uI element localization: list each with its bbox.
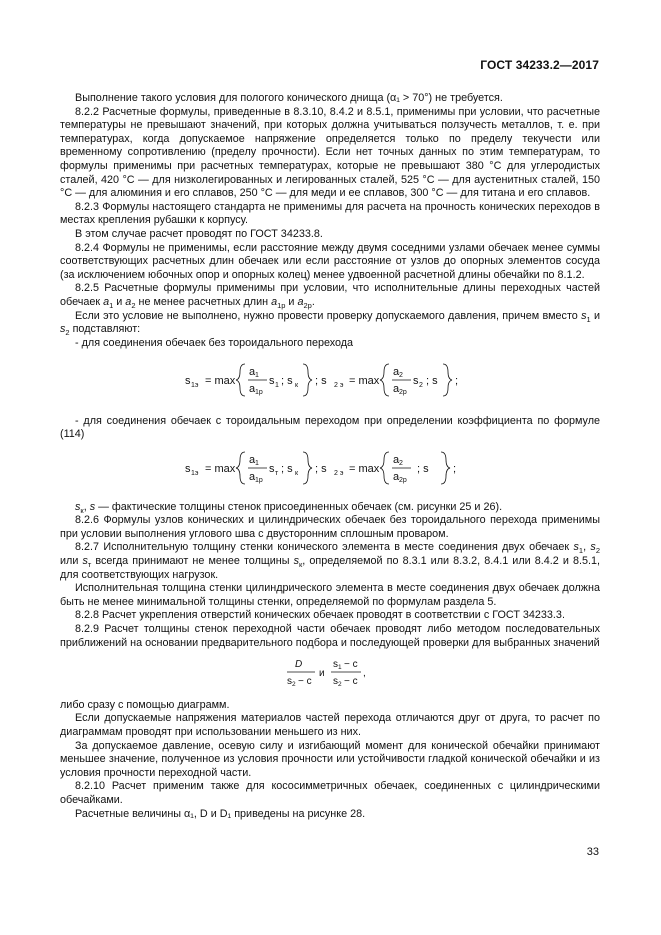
- paragraph: либо сразу с помощью диаграмм.: [60, 698, 230, 711]
- svg-text:− c: − c: [298, 676, 312, 688]
- paragraph: Выполнение такого условия для пологого конического днища (α₁ > 70°) не требуется.: [75, 92, 503, 104]
- paragraph-8-2-6: 8.2.6 Формулы узлов конических и цилиндрических обечаек без тороидального перехода применимы при условии выполнения углового шва с двусторонним сплошным проваром.: [60, 514, 600, 540]
- svg-text:1р: 1р: [255, 389, 263, 397]
- svg-text:; s: ; s: [426, 375, 438, 388]
- formula-graphic: [185, 448, 475, 488]
- paragraph: Если допускаемые напряжения материалов частей перехода отличаются друг от друга, то расчет по диаграммам проводят при использовании меньшего из них.: [60, 712, 600, 738]
- svg-text:1: 1: [255, 460, 259, 468]
- svg-text:1э: 1э: [191, 470, 199, 478]
- paragraph: В этом случае расчет проводят по ГОСТ 34233.8.: [75, 227, 323, 240]
- svg-text:a: a: [393, 383, 400, 396]
- text: , определяемой по 8.3.1 или 8.3.2, 8.4.1 или 8.4.2 и 8.5.1, для соответствующих нагрузок.: [60, 555, 600, 581]
- svg-text:a: a: [393, 366, 400, 379]
- svg-text:2: 2: [292, 681, 296, 689]
- svg-text:и: и: [319, 668, 325, 680]
- svg-text:s: s: [185, 375, 191, 388]
- svg-text:s: s: [287, 676, 292, 688]
- svg-text:1р: 1р: [255, 477, 263, 485]
- paragraph: Если это условие не выполнено, нужно провести проверку допускаемого давления, причем вместо $s_1$ и $s_2$ подставляют:: [60, 309, 600, 338]
- paragraph: За допускаемое давление, осевую силу и изгибающий момент для конической обечайки принимают меньшее значение, полученное из условия прочности или устойчивости гладкой конической обечайки и из условия прочности переходной части.: [60, 739, 600, 779]
- svg-text:2: 2: [419, 382, 423, 390]
- page-header: ГОСТ 34233.2—2017: [480, 58, 599, 72]
- paragraph-8-2-3: 8.2.3 Формулы настоящего стандарта не применимы для расчета на прочность конических переходов в местах крепления рубашки к корпусу.: [60, 200, 600, 227]
- text: не менее расчетных длин: [135, 295, 272, 308]
- svg-text:2: 2: [399, 460, 403, 468]
- formula-with-torus: [60, 448, 600, 493]
- svg-text:D: D: [295, 659, 303, 671]
- svg-text:,: ,: [363, 668, 366, 680]
- svg-text:; s: ; s: [315, 463, 327, 476]
- paragraph: Расчетные величины α₁, D и D₁ приведены на рисунке 28.: [75, 807, 366, 820]
- text: 8.2.7 Исполнительную толщину стенки конического элемента в месте соединения двух обечаек: [75, 541, 574, 554]
- svg-text:a: a: [249, 454, 256, 467]
- paragraph-8-2-4: 8.2.4 Формулы не применимы, если расстояние между двумя соседними узлами обечаек менее суммы соответствующих расчетных длин обечаек или если расстояние от узлов до опорных элементов сосуда (за исключением юбочных опор и опорных колец) менее удвоенной расчетной длины обечайки по 8.1.2.: [60, 241, 600, 281]
- svg-text:a: a: [249, 383, 256, 396]
- svg-text:к: к: [295, 470, 299, 478]
- svg-text:1э: 1э: [191, 382, 199, 390]
- svg-text:s: s: [333, 676, 338, 688]
- text: Если это условие не выполнено, нужно провести проверку допускаемого давления, причем вместо: [75, 309, 582, 322]
- paragraph-8-2-5: 8.2.5 Расчетные формулы применимы при условии, что исполнительные длины переходных частей обечаек $a_1$ и $a_2$ не менее расчетных длин $a_{1р}$ и $a_{2р}$.: [60, 282, 600, 311]
- svg-text:s: s: [185, 463, 191, 476]
- svg-text:s: s: [413, 375, 419, 388]
- text: 8.2.5 Расчетные формулы применимы при условии, что исполнительные длины переходных частей обечаек: [60, 282, 600, 308]
- svg-text:;: ;: [453, 463, 457, 476]
- svg-text:; s: ; s: [417, 463, 429, 476]
- svg-text:2: 2: [338, 681, 342, 689]
- svg-text:2р: 2р: [399, 477, 407, 485]
- svg-text:a: a: [249, 366, 256, 379]
- paragraph-8-2-8: 8.2.8 Расчет укрепления отверстий конических обечаек проводят в соответствии с ГОСТ 34233.3.: [75, 609, 565, 622]
- svg-text:− c: − c: [344, 676, 358, 688]
- svg-text:s: s: [333, 659, 338, 671]
- svg-text:a: a: [393, 454, 400, 467]
- paragraph-8-2-10: 8.2.10 Расчет применим также для кососимметричных обечаек, соединенных с цилиндрическими обечайками.: [60, 780, 600, 806]
- svg-text:1: 1: [255, 372, 259, 380]
- page-number: 33: [586, 846, 599, 858]
- paragraph: - для соединения обечаек без тороидального перехода: [75, 336, 354, 349]
- paragraph-8-2-7: 8.2.7 Исполнительную толщину стенки конического элемента в месте соединения двух обечаек $s_1$, $s_2$ или $s_т$ всегда принимают не менее толщины $s_к$, определяемой по 8.3.1 или 8.3.2, 8.4.1 или 8.4.2 и 8.5.1, для соответствующих нагрузок.: [60, 541, 600, 581]
- svg-text:= max: = max: [205, 463, 236, 476]
- svg-text:= max: = max: [205, 375, 236, 388]
- svg-text:a: a: [249, 471, 256, 484]
- paragraph: Исполнительная толщина стенки цилиндрического элемента в месте соединения двух обечаек должна быть не менее минимальной толщины стенки, определяемой по формулам раздела 5.: [60, 582, 600, 608]
- svg-text:− c: − c: [344, 659, 358, 671]
- svg-text:к: к: [295, 382, 299, 390]
- paragraph-8-2-9: 8.2.9 Расчет толщины стенок переходной части обечаек проводят либо методом последовательных приближений на основании предварительного подбора и последующей проверки для выбранных значений: [60, 623, 600, 649]
- svg-text:s: s: [269, 463, 275, 476]
- formula-graphic: [185, 360, 475, 400]
- text: — фактические толщины стенок присоединенных обечаек (см. рисунки 25 и 26).: [95, 500, 503, 513]
- svg-text:a: a: [393, 471, 400, 484]
- svg-text:2р: 2р: [399, 389, 407, 397]
- svg-text:2 э: 2 э: [334, 470, 344, 478]
- text: всегда принимают не менее толщины: [91, 555, 294, 568]
- svg-text:; s: ; s: [281, 375, 293, 388]
- paragraph: $s_к$, s — фактические толщины стенок присоединенных обечаек (см. рисунки 25 и 26).: [75, 500, 503, 515]
- svg-text:; s: ; s: [315, 375, 327, 388]
- paragraph: - для соединения обечаек с тороидальным переходом при определении коэффициента по формуле (114): [60, 414, 600, 441]
- text: подставляют:: [69, 323, 141, 336]
- svg-text:1: 1: [338, 664, 342, 672]
- formula-ratio: [60, 654, 600, 695]
- svg-text:; s: ; s: [281, 463, 293, 476]
- paragraph-8-2-2: 8.2.2 Расчетные формулы, приведенные в 8.3.10, 8.4.2 и 8.5.1, применимы при условии, что расчетные температуры не превышают значений, при которых должна учитываться ползучесть металлов, т. е. при температурах, когда допускаемое напряжение определяется только по пределу текучести или временному сопротивлению (пределу прочности). Если нет точных данных по этим температурам, то формулы применимы при расчетных температурах, которые не превышают 380 °С для углеродистых сталей, 420 °С — для низколегированных и легированных сталей, 525 °С — для аустенитных сталей, 150 °С — для алюминия и его сплавов, 250 °С — для меди и ее сплавов, 300 °С — для титана и его сплавов.: [60, 105, 600, 200]
- formula-without-torus: [60, 360, 600, 405]
- svg-text:1: 1: [275, 382, 279, 390]
- svg-text:2 э: 2 э: [334, 382, 344, 390]
- formula-graphic: [285, 654, 375, 690]
- svg-text:т: т: [275, 470, 279, 478]
- svg-text:s: s: [269, 375, 275, 388]
- svg-text:= max: = max: [349, 375, 380, 388]
- svg-text:2: 2: [399, 372, 403, 380]
- svg-text:= max: = max: [349, 463, 380, 476]
- document-body: [60, 92, 600, 821]
- svg-text:;: ;: [455, 375, 459, 388]
